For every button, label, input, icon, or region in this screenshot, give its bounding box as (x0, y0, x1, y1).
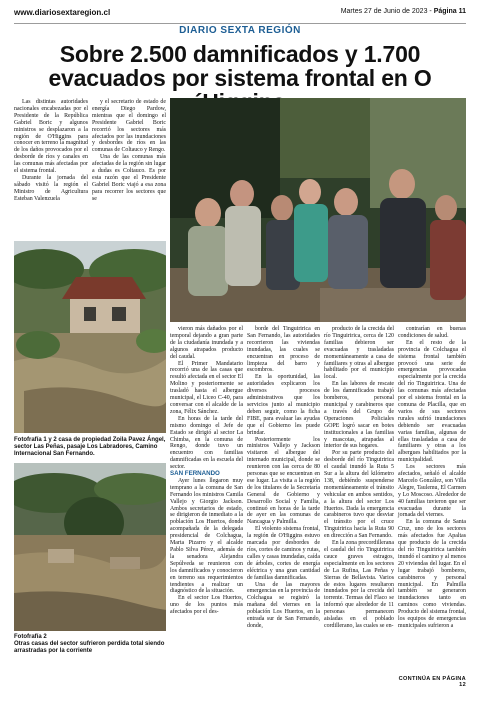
paragraph: En la oportunidad, las autoridades explicaron los diversos procesos administrativos que los servicios junto al municipio deben seguir, como la ficha FIBE, para evaluar las ayudas que el Gobierno les puede brindar. (247, 374, 320, 436)
paragraph: y el secretario de estado de energía Diego Pardow, mientras que el domingo el Presidente Gabriel Boric recorrió los sectores más afectados por las inundaciones y desbordes de ríos en las comunas de Coltauco y Rengo. (92, 99, 166, 154)
date-text: Martes 27 de Junio de 2023 - (340, 8, 434, 15)
site-url[interactable]: www.diariosextaregion.cl (14, 8, 111, 17)
photo-authorities-visit (170, 98, 466, 322)
paragraph: Los sectores más afectados, señaló el alcalde Marcelo González, son Villa Alegre, Taulemu, El Carmen y Lo Moscoso. Alrededor de 40 familias tuvieron que ser evacuadas durante la jornada del viernes. (398, 464, 466, 519)
paragraph: En la comuna de Santa Cruz, uno de los sectores más afectados fue Apaltas que producto de la crecida del río Tinguiririca también inundó el camino y al menos 20 viviendas del lugar. En el lugar trabajó bomberos, carabineros y personal municipal. En Palmilla también se generaron inundaciones tanto en caminos como viviendas. Producto del sistema frontal, los equipos de emergencias municipales sufrieron a (398, 519, 466, 629)
article-column-6 (398, 326, 466, 630)
page-header (14, 7, 466, 23)
paragraph: En el resto de la provincia de Colchagua el sistema frontal también provocó una serie de emergencias provocadas especialmente por la crecida del río Tinguiririca. Una de las comunas más afectadas por el sistema frontal en la comuna de Placilla, que en varios de sus sectores rurales sufrió inundaciones debiendo ser evacuadas varias familias, algunas de ellas trasladadas a casa de familiares y otras a los albergues habilitados por la municipalidad. (398, 339, 466, 464)
page-number: Página 11 (433, 8, 466, 15)
paragraph: Ayer lunes llegaron muy temprano a la comuna de San Fernando los ministros Camila Vallejo y Giorgio Jackson. Ambos secretarios de estado, se dirigieron de inmediato a la población Los Huertos, donde acompañada de la delegada presidencial de Colchagua, Marta Pizarro y el alcalde Pablo Silva Pérez, además de la senadora Alejandra Sepúlveda se reunieron con los damnificados y conocieron en terreno sus requerimientos tendientes a realizar un diagnóstico de la situación. (170, 477, 243, 595)
paragraph: Las distintas autoridades nacionales encabezadas por el Presidente de la República Gabriel Boric y algunos ministros se desplazaron a la región de O'Higgins para conocer en terreno la magnitud de los daños provocados por el desborde de ríos y canales en las comunas más afectadas por el sistema frontal. (14, 99, 88, 175)
paragraph: Posteriormente los ministros Vallejo y Jackson visitaron el albergue del internado municipal, donde se reunieron con las cerca de 80 personas que se encuentran en ese lugar. La visita a la región de los titulares de la Secretaría General de Gobierno y Desarrollo Social y Familia, continuó en horas de la tarde de ayer en las comunas de Nancagua y Palmilla. (247, 436, 320, 526)
article-column-5 (324, 326, 394, 630)
paragraph: borde del Tinguiririca en San Fernando, las autoridades recorrieron las viviendas inundadas, las cuales se encuentran en proceso de limpieza del barro y escombros. (247, 326, 320, 374)
photo-flooded-house-image (14, 241, 166, 433)
paragraph: En el sector Los Huertos, uno de los puntos más afectados por el des- (170, 595, 243, 616)
paragraph: contrarían en buenas condiciones de salud. (398, 326, 466, 339)
paragraph: vieron más dañados por el temporal dejando a gran parte de la ciudadanía inundada y a algunos atrapados producto del caudal. (170, 326, 243, 360)
paragraph: El Primer Mandatario recorrió una de las casas que resultó afectada en el sector El Molino y posteriormente se trasladó hasta el albergue municipal, el Liceo C-40, para conversar con el alcalde de la zona, Félix Sánchez. (170, 360, 243, 415)
paragraph: En las labores de rescate de los damnificados trabajó bomberos, personal municipal y carabineros que a través del Grupo de Operaciones Policiales GOPE logró sacar en botes institucionales a las familias y mascotas, atrapadas al interior de sus hogares. (324, 381, 394, 450)
paragraph: Durante la jornada del sábado visitó la región el Ministro de Agricultura Esteban Valenzuela (14, 174, 88, 202)
issue-date (341, 8, 466, 15)
article-column-4 (247, 326, 320, 630)
paragraph: Por su parte producto del desborde del río Tinguiririca el caudal inundó la Ruta 5 Sur a la altura del kilómetro 138, debiéndo suspenderse momentáneamente el tránsito vehicular en ambos sentidos, a la altura del sector Los Huertos. Dada la emergencia carabineros tuvo que desviar el tránsito por el cruce Tinguiririca hacia la Ruta 90 en dirección a San Fernando. (324, 450, 394, 540)
header-divider (14, 23, 466, 24)
photo-destroyed-houses (14, 463, 166, 631)
photo-2-caption: Fotofrafía 2 Otras casas del sector sufrieron perdida total siendo arrastradas por la corriente (14, 634, 165, 654)
paragraph: Una de las mayores emergencias en la provincia de Colchagua se registró la mañana del viernes en la población Los Huertos, en la entrada sur de San Fernando, donde, (247, 581, 320, 629)
photo-1-caption: Fotofrafía 1 y 2 casa de propiedad Zoila Pavez Ángel, sector Las Peñas, pasaje Los Labradores, Camino Internacional San Fernando. (14, 437, 166, 457)
paragraph: producto de la crecida del río Tinguiririca, cerca de 120 familias debieron ser evacuadas y trasladadas momentáneamente a casa de familiares y otras al albergue habilitado por el municipio local. (324, 326, 394, 381)
masthead: DIARIO SEXTA REGIÓN (179, 25, 301, 36)
article-column-1 (14, 99, 88, 203)
section-subhead: SAN FERNANDO (170, 470, 220, 478)
photo-flooded-house (14, 241, 166, 433)
article-column-3 (170, 326, 243, 616)
article-column-2 (92, 99, 166, 203)
paragraph: En la zona precordillerana el caudal del río Tinguiririca cauce graves estragos, especialmente en los sectores de La Rufina, Las Peñas y Sierras de Bellavista. Varios de estos lugares resultaron inundados por la crecida del torrente. Termas del Flaco se informó que alrededor de 11 personas permanecen aisladas en el poblado cordillerano, las cuales se en- (324, 540, 394, 629)
headline-line-1: Sobre 2.500 damnificados y 1.700 (59, 41, 421, 67)
photo-destroyed-houses-image (14, 463, 166, 631)
continued-link[interactable]: CONTINÚA EN PÁGINA 12 (398, 676, 466, 688)
paragraph: En horas de la tarde del mismo domingo el Jefe de Estado se dirigió al sector La Chimba, en la comuna de Rengo, donde tuvo un encuentro con familias damnificadas en la escuela del sector. (170, 415, 243, 471)
paragraph: Una de las comunas más afectadas de la región sin lugar a dudas es Coltauco. Es por esta razón que el Presidente Gabriel Boric viajó a esa zona para recorrer los sectores que se (92, 154, 166, 202)
headline-line-2: evacuados por sistema frontal en O (48, 65, 432, 91)
photo-authorities-image (170, 98, 466, 322)
paragraph: El violento sistema frontal, la región de O'Higgins estuvo marcada por desbordes de ríos, cortes de caminos y rutas, calles y casas inundadas, caída de árboles, cortes de energía eléctrica y una gran cantidad de familias damnificadas. (247, 526, 320, 581)
